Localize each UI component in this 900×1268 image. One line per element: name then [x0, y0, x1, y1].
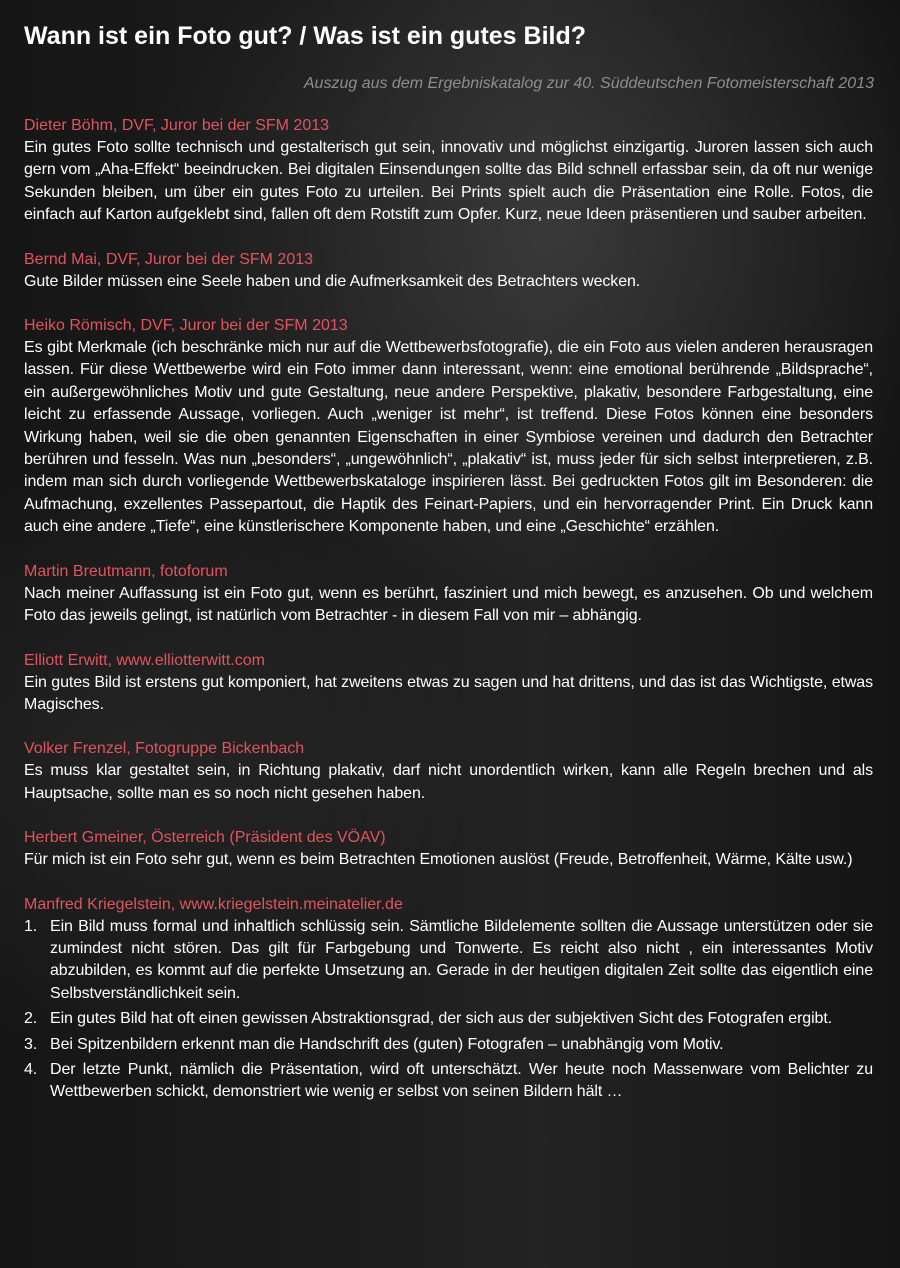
- quotes-section: [24, 115, 873, 1126]
- quote-entry: [24, 650, 873, 717]
- quote-author: Elliott Erwitt, www.elliotterwitt.com: [24, 651, 265, 669]
- quote-text: Es gibt Merkmale (ich beschränke mich nur auf die Wettbewerbsfotografie), die ein Foto aus vielen anderen herausragen lassen. Für diese Wettbewerbe wird ein Foto immer dann interessant, wenn: eine emotional berührende „Bildsprache“, ein außergewöhnliches Motiv und gute Gestaltung, neue andere Perspektive, plakativ, besondere Farbgestaltung, eine leicht zu erfassende Aussage, vorliegen. Auch „weniger ist mehr“, ist treffend. Diese Fotos können eine besonders Wirkung haben, weil sie die oben genannten Eigenschaften in einer Symbiose vereinen und dadurch den Betrachter berühren und fesseln. Was nun „besonders“, „ungewöhnlich“, „plakativ“ ist, muss jeder für sich selbst interpretieren, z.B. indem man sich durch vorliegende Wettbewerbskataloge inspirieren lässt. Bei gedruckten Fotos gilt im Besonderen: die Aufmachung, exzellentes Passepartout, die Haptik des Feinart-Papiers, und ein hervorragender Print. Ein Druck kann auch eine andere „Tiefe“, eine künstlerischere Komponente haben, und eine „Geschichte“ erzählen.: [24, 339, 873, 536]
- quote-entry: [24, 115, 873, 227]
- quote-entry: [24, 738, 873, 805]
- list-item-text: Der letzte Punkt, nämlich die Präsentation, wird oft unterschätzt. Wer heute noch Massenware vom Belichter zu Wettbewerben schickt, demonstriert wie wenig er selbst von seinen Bildern hält …: [50, 1060, 873, 1101]
- quote-entry: [24, 249, 873, 293]
- list-item-number: 2.: [24, 1010, 38, 1028]
- quote-author: Dieter Böhm, DVF, Juror bei der SFM 2013: [24, 117, 330, 134]
- list-item-text: Ein gutes Bild hat oft einen gewissen Abstraktionsgrad, der sich aus der subjektiven Sicht des Fotografen ergibt.: [50, 1010, 833, 1028]
- quote-text: Ein gutes Foto sollte technisch und gestalterisch gut sein, innovativ und möglichst einzigartig. Juroren lassen sich auch gern vom „Aha-Effekt“ beeindrucken. Bei digitalen Einsendungen sollte das Bild schnell erfassbar sein, da oft nur wenige Sekunden bleiben, um über ein gutes Foto zu urteilen. Bei Prints spielt auch die Präsentation eine Rolle. Fotos, die einfach auf Karton aufgeklebt sind, fallen oft dem Rotstift zum Opfer. Kurz, neue Ideen präsentieren und sauber arbeiten.: [24, 139, 873, 224]
- quote-author: Manfred Kriegelstein, www.kriegelstein.meinatelier.de: [24, 895, 403, 913]
- quote-entry-list: [24, 894, 873, 1104]
- list-item-number: 1.: [24, 917, 38, 935]
- list-item: [24, 1059, 873, 1104]
- quote-author: Heiko Römisch, DVF, Juror bei der SFM 2013: [24, 317, 348, 335]
- quote-author: Volker Frenzel, Fotogruppe Bickenbach: [24, 740, 305, 758]
- list-item-text: Bei Spitzenbildern erkennt man die Handschrift des (guten) Fotografen – unabhängig vom Motiv.: [50, 1035, 724, 1053]
- quote-entry: [24, 561, 873, 628]
- quote-author: Herbert Gmeiner, Österreich (Präsident des VÖAV): [24, 829, 386, 847]
- list-item: [24, 916, 873, 1006]
- list-item: [24, 1034, 873, 1056]
- quote-entry: [24, 315, 873, 539]
- quote-text: Ein gutes Bild ist erstens gut komponiert, hat zweitens etwas zu sagen und hat drittens, und das ist das Wichtigste, etwas Magisches.: [24, 673, 873, 713]
- quote-text: Gute Bilder müssen eine Seele haben und die Aufmerksamkeit des Betrachters wecken.: [24, 272, 641, 290]
- list-item-number: 3.: [24, 1035, 38, 1053]
- quote-entry: [24, 827, 873, 871]
- quote-text: Nach meiner Auffassung ist ein Foto gut, wenn es berührt, fasziniert und mich bewegt, es anzusehen. Ob und welchem Foto das jeweils gelingt, ist natürlich vom Betrachter - in diesem Fall von mir – abhängig.: [24, 584, 873, 625]
- list-item-number: 4.: [24, 1060, 38, 1078]
- page-subtitle: Auszug aus dem Ergebniskatalog zur 40. Süddeutschen Fotomeisterschaft 2013: [303, 75, 874, 92]
- numbered-list: [24, 916, 873, 1104]
- list-item-text: Ein Bild muss formal und inhaltlich schlüssig sein. Sämtliche Bildelemente sollten die Aussage unterstützen oder sie zumindest nicht stören. Das gilt für Farbgebung und Tonwerte. Es reicht also nicht , ein interessantes Motiv abzubilden, es kommt auf die perfekte Umsetzung an. Gerade in der heutigen digitalen Zeit sollte das eigentlich eine Selbstverständlichkeit sein.: [50, 917, 873, 1002]
- page-title: Wann ist ein Foto gut? / Was ist ein gutes Bild?: [24, 22, 587, 50]
- quote-text: Es muss klar gestaltet sein, in Richtung plakativ, darf nicht unordentlich wirken, kann alle Regeln brechen und als Hauptsache, sollte man es so noch nicht gesehen haben.: [24, 762, 873, 802]
- quote-author: Bernd Mai, DVF, Juror bei der SFM 2013: [24, 250, 314, 268]
- list-item: [24, 1008, 873, 1030]
- quote-author: Martin Breutmann, fotoforum: [24, 562, 228, 580]
- quote-text: Für mich ist ein Foto sehr gut, wenn es beim Betrachten Emotionen auslöst (Freude, Betroffenheit, Wärme, Kälte usw.): [24, 851, 853, 869]
